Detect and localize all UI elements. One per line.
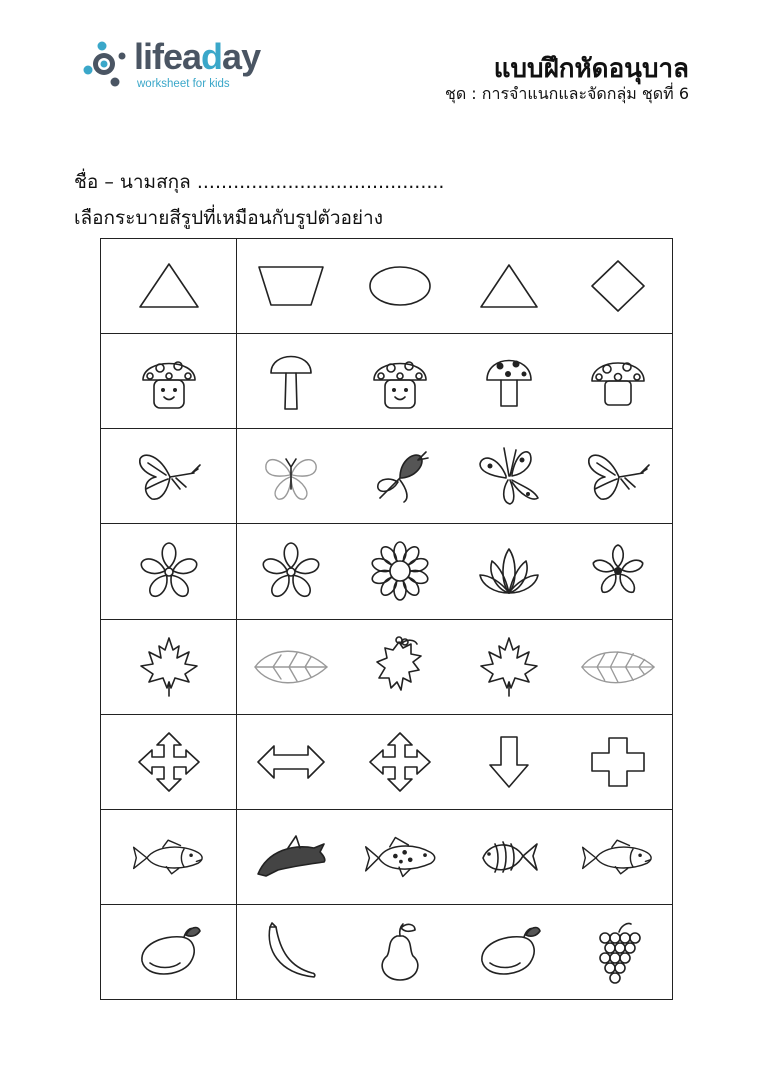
row-butterflies <box>101 429 673 524</box>
worksheet-grid <box>100 238 673 1000</box>
options-cell <box>237 619 673 714</box>
mango-icon[interactable] <box>471 914 547 990</box>
holly-leaf-icon[interactable] <box>362 629 438 705</box>
banana-icon[interactable] <box>253 914 329 990</box>
four-way-arrow-icon <box>131 724 207 800</box>
four-way-arrow-icon[interactable] <box>362 724 438 800</box>
butterfly-side-icon[interactable] <box>580 438 656 514</box>
spotted-fish-icon[interactable] <box>362 819 438 895</box>
trapezoid-icon[interactable] <box>253 248 329 324</box>
pear-icon[interactable] <box>362 914 438 990</box>
row-shapes <box>101 239 673 334</box>
name-field[interactable]: ชื่อ – นามสกุล ......................................... <box>74 171 445 193</box>
flower-small-icon[interactable] <box>580 533 656 609</box>
options-cell <box>237 429 673 524</box>
butterfly-dark-icon[interactable] <box>362 438 438 514</box>
mushroom-plain-icon[interactable] <box>253 343 329 419</box>
sample-cell <box>101 429 237 524</box>
mushroom-spotted-icon[interactable] <box>580 343 656 419</box>
fish-icon <box>131 819 207 895</box>
options-cell <box>237 239 673 334</box>
logo-wordmark: lifeaday <box>134 36 261 77</box>
daisy-icon[interactable] <box>362 533 438 609</box>
sample-cell <box>101 239 237 334</box>
row-flowers <box>101 524 673 619</box>
sample-cell <box>101 904 237 999</box>
ellipse-icon[interactable] <box>362 248 438 324</box>
flower-five-petal-icon <box>131 533 207 609</box>
lotus-icon[interactable] <box>471 533 547 609</box>
row-fish <box>101 809 673 904</box>
two-way-arrow-icon[interactable] <box>253 724 329 800</box>
diamond-icon[interactable] <box>580 248 656 324</box>
options-cell <box>237 809 673 904</box>
mushroom-face-icon <box>131 343 207 419</box>
sample-cell <box>101 809 237 904</box>
maple-leaf-icon[interactable] <box>471 629 547 705</box>
sample-cell <box>101 334 237 429</box>
worksheet-subtitle: ชุด : การจำแนกและจัดกลุ่ม ชุดที่ 6 <box>444 84 689 103</box>
long-leaf-icon[interactable] <box>580 629 656 705</box>
dolphin-icon[interactable] <box>253 819 329 895</box>
options-cell <box>237 334 673 429</box>
triangle-icon[interactable] <box>471 248 547 324</box>
row-arrows <box>101 714 673 809</box>
instruction-text: เลือกระบายสีรูปที่เหมือนกับรูปตัวอย่าง <box>74 207 383 229</box>
striped-fish-icon[interactable] <box>471 819 547 895</box>
down-arrow-icon[interactable] <box>471 724 547 800</box>
flower-five-petal-icon[interactable] <box>253 533 329 609</box>
mushroom-small-icon[interactable] <box>471 343 547 419</box>
options-cell <box>237 904 673 999</box>
lifeaday-logo <box>82 38 282 98</box>
row-mushrooms <box>101 334 673 429</box>
options-cell <box>237 714 673 809</box>
sample-cell <box>101 619 237 714</box>
row-fruits <box>101 904 673 999</box>
logo-tagline: worksheet for kids <box>137 78 230 90</box>
oval-leaf-icon[interactable] <box>253 629 329 705</box>
triangle-icon <box>131 248 207 324</box>
fish-icon[interactable] <box>580 819 656 895</box>
options-cell <box>237 524 673 619</box>
plus-cross-icon[interactable] <box>580 724 656 800</box>
butterfly-simple-icon[interactable] <box>253 438 329 514</box>
mushroom-face-icon[interactable] <box>362 343 438 419</box>
grapes-icon[interactable] <box>580 914 656 990</box>
maple-leaf-icon <box>131 629 207 705</box>
butterfly-side-icon <box>131 438 207 514</box>
molecule-logo-icon <box>82 40 132 90</box>
butterfly-patterned-icon[interactable] <box>471 438 547 514</box>
sample-cell <box>101 714 237 809</box>
row-leaves <box>101 619 673 714</box>
sample-cell <box>101 524 237 619</box>
mango-icon <box>131 914 207 990</box>
worksheet-title: แบบฝึกหัดอนุบาล <box>493 54 689 84</box>
